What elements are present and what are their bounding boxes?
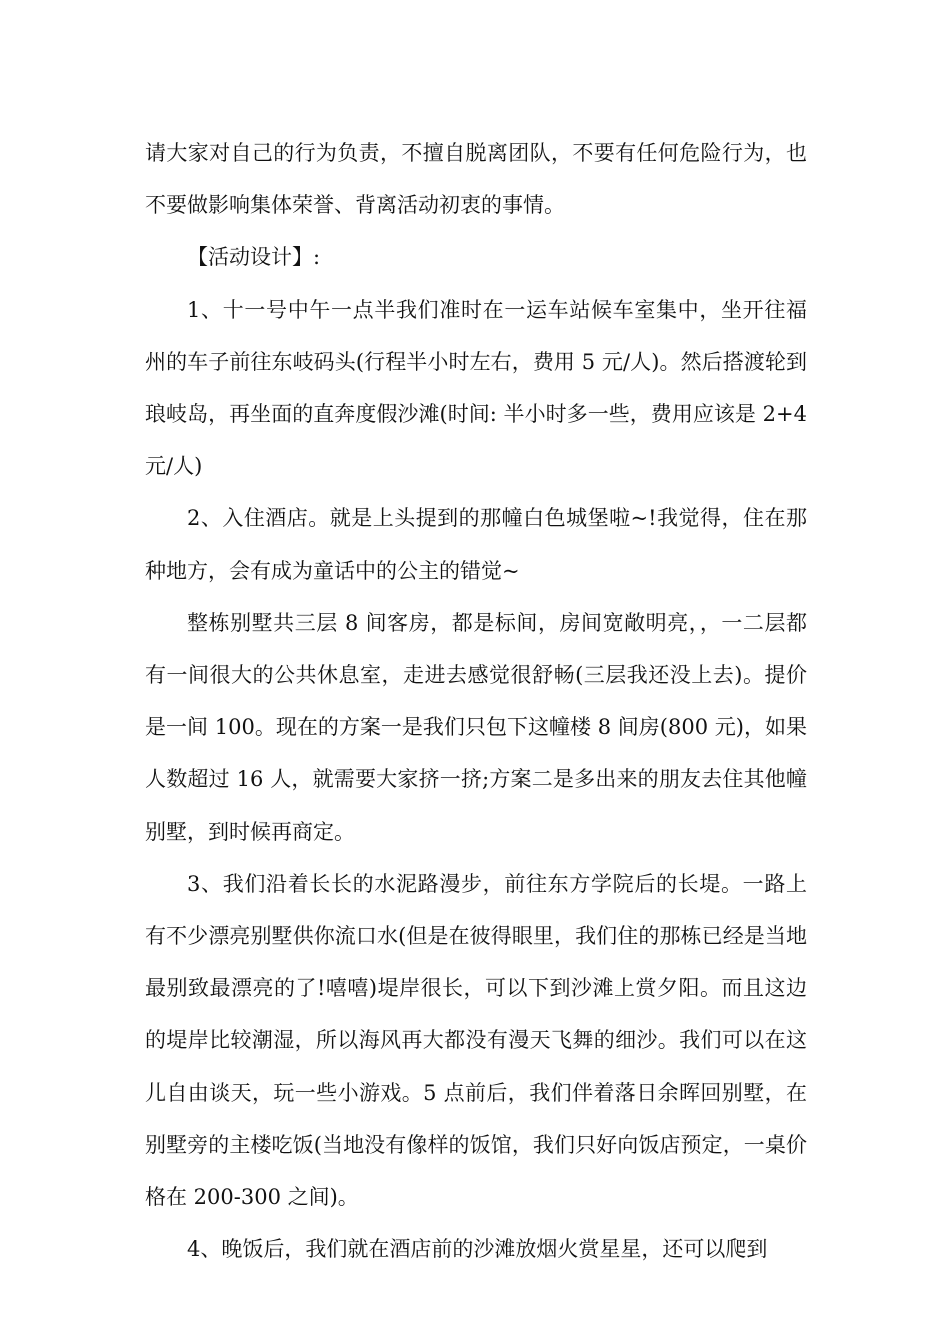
paragraph-item-3: 3、我们沿着长长的水泥路漫步，前往东方学院后的长堤。一路上有不少漂亮别墅供你流口水(但是在彼得眼里，我们住的那栋已经是当地最别致最漂亮的了!嘻嘻)堤岸很长，可以下到沙滩上赏夕阳。而且这边的堤岸比较潮湿，所以海风再大都没有漫天飞舞的细沙。我们可以在这儿自由谈天，玩一些小游戏。5 点前后，我们伴着落日余晖回别墅，在别墅旁的主楼吃饭(当地没有像样的饭馆，我们只好向饭店预定，一桌价格在 200-300 之间)。 xyxy=(145,871,807,1210)
paragraph-responsibility: 请大家对自己的行为负责，不擅自脱离团队，不要有任何危险行为，也不要做影响集体荣誉、背离活动初衷的事情。 xyxy=(145,141,807,218)
document-body xyxy=(145,127,807,1275)
paragraph-item-1: 1、十一号中午一点半我们准时在一运车站候车室集中，坐开往福州的车子前往东岐码头(行程半小时左右，费用 5 元/人)。然后搭渡轮到琅岐岛，再坐面的直奔度假沙滩(时间: 半小时多一些，费用应该是 2+4 元/人) xyxy=(145,297,807,479)
paragraph-item-2: 2、入住酒店。就是上头提到的那幢白色城堡啦~!我觉得，住在那种地方，会有成为童话中的公主的错觉~ xyxy=(145,506,807,583)
paragraph-item-4: 4、晚饭后，我们就在酒店前的沙滩放烟火赏星星，还可以爬到 xyxy=(187,1237,768,1262)
section-heading-activity-design: 【活动设计】: xyxy=(187,245,321,270)
paragraph-villa-details: 整栋别墅共三层 8 间客房，都是标间，房间宽敞明亮，，一二层都有一间很大的公共休息室，走进去感觉很舒畅(三层我还没上去)。提价是一间 100。现在的方案一是我们只包下这幢楼 8 间房(800 元)，如果人数超过 16 人，就需要大家挤一挤;方案二是多出来的朋友去住其他幢别墅，到时候再商定。 xyxy=(145,610,807,844)
